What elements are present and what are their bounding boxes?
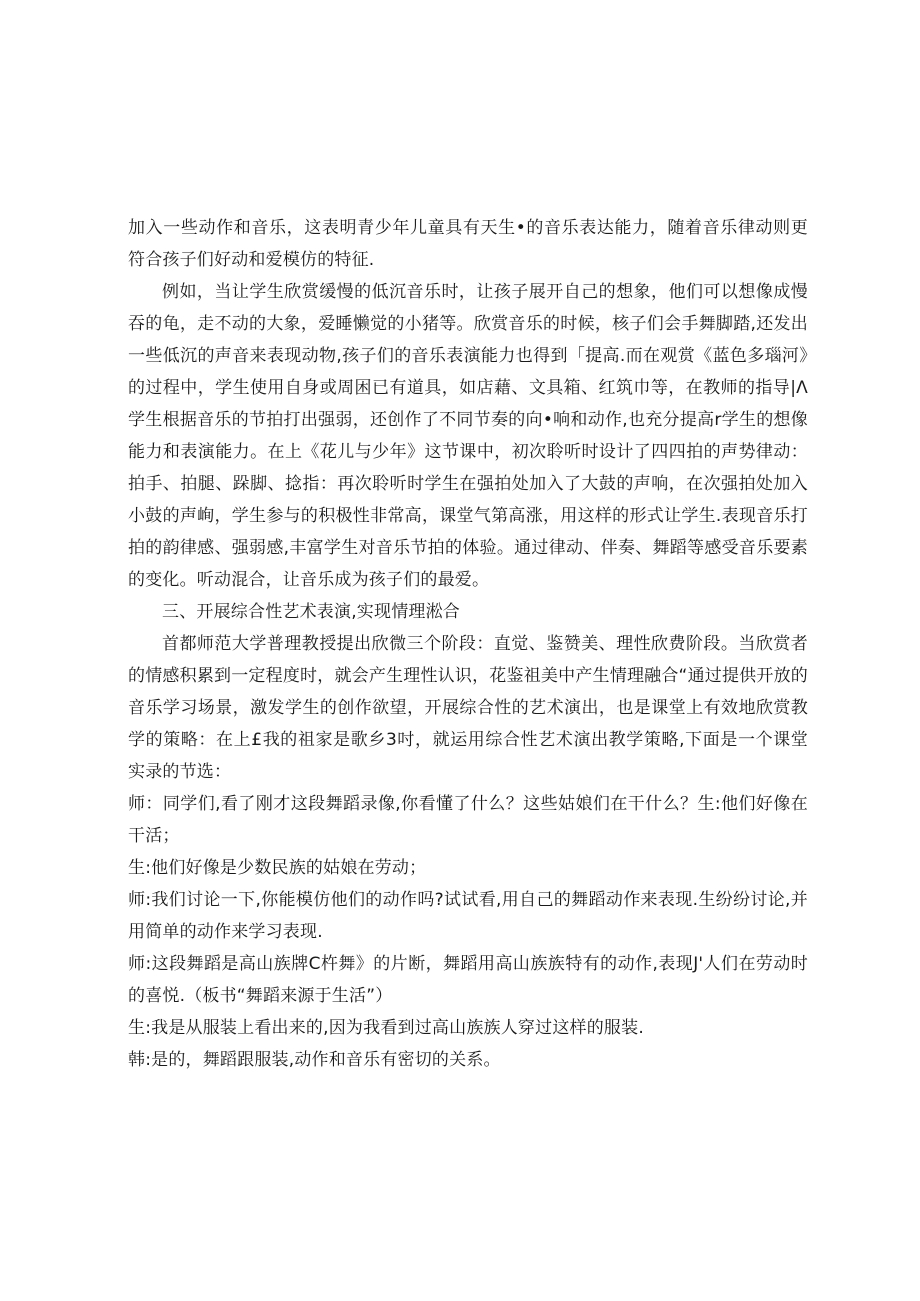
dialogue-line-teacher-3: 师:这段舞蹈是高山族牌C杵舞》的片断，舞蹈用高山族族特有的动作,表现J'人们在劳动时的喜悦.（板书“舞蹈来源于生活”）	[128, 954, 808, 1006]
dialogue-line-student-2: 生:我是从服装上看出来的,因为我看到过高山族族人穿过这样的服装.	[128, 1018, 644, 1038]
dialogue-line-student-1: 生:他们好像是少数民族的姑娘在劳动；	[128, 858, 427, 878]
section-heading-three: 三、开展综合性艺术表演,实现情理淞合	[162, 602, 461, 622]
dialogue-line-teacher-4: 韩:是的，舞蹈跟服装,动作和音乐有密切的关系。	[128, 1050, 501, 1070]
paragraph-example-appreciation: 例如，当让学生欣赏缓慢的低沉音乐时，让孩子展开自己的想象，他们可以想像成慢吞的龟，走不动的大象，爱睡懒觉的小猪等。欣赏音乐的时候，核子们会手舞脚踏,还发出一些低沉的声音来表现动物,孩子们的音乐表演能力也得到「提高.而在观赏《蓝色多瑙河》的过程中，学生使用自身或周困已有道具，如店藉、文具箱、红筑巾等，在教师的指导|Λ学生根据音乐的节拍打出强弱，还创作了不同节奏的向•响和动作,也充分提高r学生的想像能力和表演能力。在上《花儿与少年》这节课中，初次聆听时设计了四四拍的声势律动：拍手、拍腿、跺脚、捻指：再次聆听时学生在强拍处加入了大鼓的声响，在次强拍处加入小鼓的声峋，学生参与的积极性非常高，课堂气第高涨，用这样的形式让学生.表现音乐打拍的韵律感、强弱感,丰富学生对音乐节拍的体验。通过律动、伴奏、舞蹈等感受音乐要素的变化。听动混合，让音乐成为孩子们的最爱。	[128, 282, 808, 590]
document-body	[128, 212, 808, 1076]
paragraph-professor-stages: 首都师范大学普理教授提出欣微三个阶段：直觉、鉴赞美、理性欣费阶段。当欣赏者的情感积累到一定程度时，就会产生理性认识，花鉴祖美中产生情理融合“通过提供开放的音乐学习场景，激发学生的创作欲望，开展综合性的艺术演出，也是课堂上有效地欣赏教学的策略：在上£我的祖家是歌乡3吋，就运用综合性艺术演出教学策略,下面是一个课堂实录的节选：	[128, 634, 808, 782]
dialogue-line-teacher-2: 师:我们讨论一下,你能模仿他们的动作吗?试试看,用自己的舞蹈动作来表现.生纷纷讨论,并用简单的动作来学习表现.	[128, 890, 808, 942]
paragraph-intro-continuation: 加入一些动作和音乐，这表明青少年儿童具有天生•的音乐表达能力，随着音乐律动则更符合孩子们好动和爱模仿的特征.	[128, 218, 808, 270]
dialogue-line-teacher-1: 师：同学们,看了刚才这段舞蹈录像,你看懂了什么？这些姑娘们在干什么？生:他们好像在干活；	[128, 794, 808, 846]
